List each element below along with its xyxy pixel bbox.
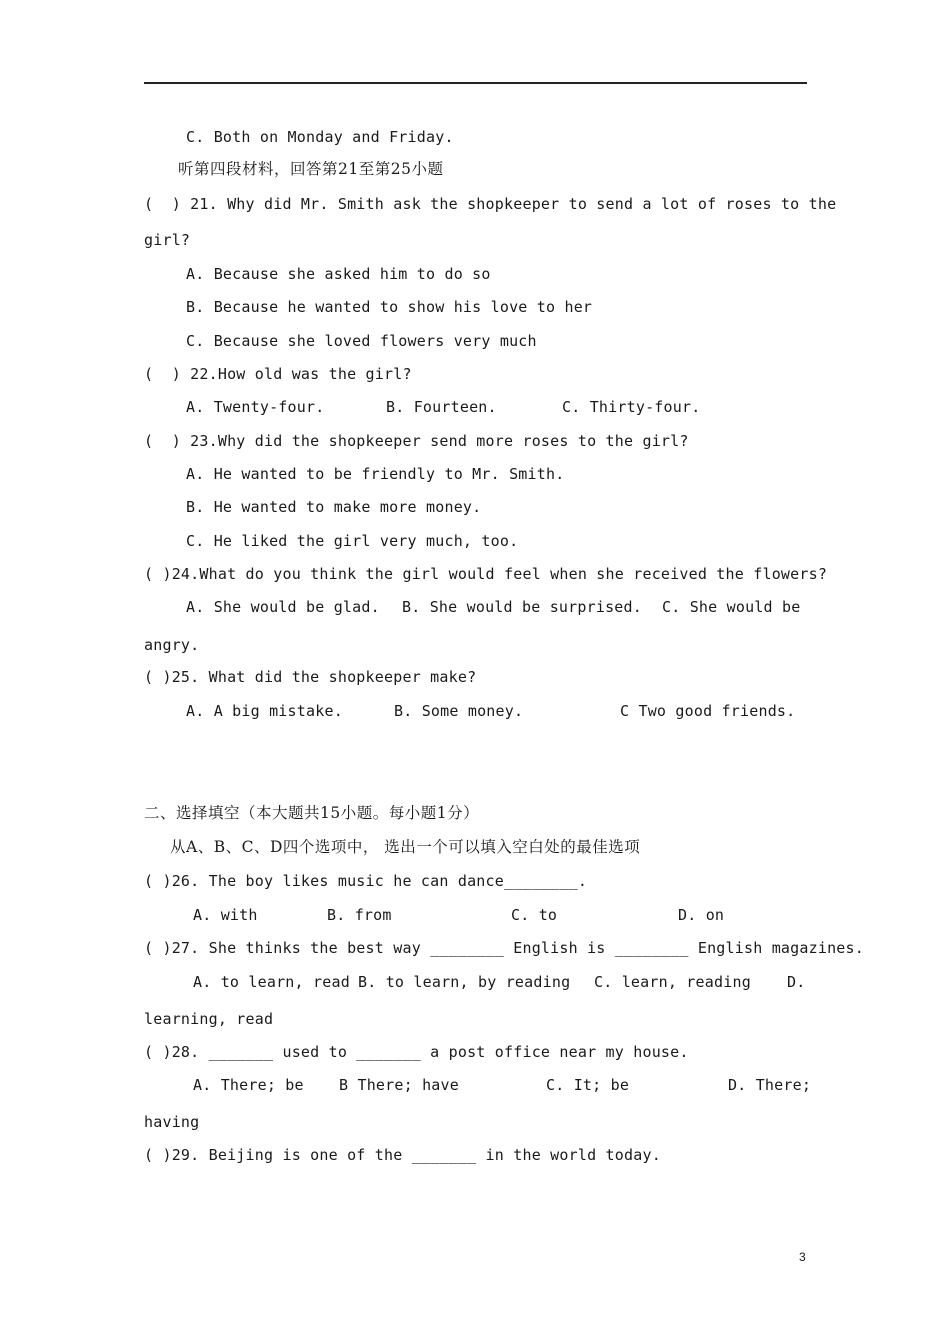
q28-option-c: C. It; be	[546, 1076, 630, 1094]
q24-option-a: A. She would be glad.	[186, 598, 380, 616]
q22-option-a: A. Twenty-four.	[186, 398, 325, 416]
q21-option-a: A. Because she asked him to do so	[186, 265, 491, 283]
q21-option-c: C. Because she loved flowers very much	[186, 332, 537, 350]
q26-stem: ( )26. The boy likes music he can dance________.	[144, 872, 588, 890]
q25-stem: ( )25. What did the shopkeeper make?	[144, 668, 477, 686]
q28-option-d-label: D. There;	[728, 1076, 812, 1094]
q26-option-b: B. from	[327, 906, 392, 924]
q24-stem: ( )24.What do you think the girl would feel when she received the flowers?	[144, 565, 828, 583]
q20-option-c: C. Both on Monday and Friday.	[186, 128, 454, 146]
q23-option-b: B. He wanted to make more money.	[186, 498, 482, 516]
page-number: 3	[799, 1250, 806, 1264]
q23-stem: ( ) 23.Why did the shopkeeper send more roses to the girl?	[144, 432, 689, 450]
q28-option-b: B There; have	[339, 1076, 459, 1094]
q22-stem: ( ) 22.How old was the girl?	[144, 365, 412, 383]
section-4-instruction: 听第四段材料，回答第21至第25小题	[178, 160, 444, 178]
q24-option-c-cont: angry.	[144, 636, 200, 654]
q28-stem: ( )28. _______ used to _______ a post office near my house.	[144, 1043, 689, 1061]
q28-option-d-cont: having	[144, 1113, 200, 1131]
q23-option-a: A. He wanted to be friendly to Mr. Smith.	[186, 465, 565, 483]
q26-option-a: A. with	[193, 906, 258, 924]
q22-option-c: C. Thirty-four.	[562, 398, 701, 416]
q23-option-c: C. He liked the girl very much, too.	[186, 532, 519, 550]
q27-option-b: B. to learn, by reading	[358, 973, 571, 991]
q22-option-b: B. Fourteen.	[386, 398, 497, 416]
q27-stem: ( )27. She thinks the best way ________ English is ________ English magazines.	[144, 939, 864, 957]
section-2-instruction: 从A、B、C、D四个选项中， 选出一个可以填入空白处的最佳选项	[170, 838, 641, 856]
q27-option-c: C. learn, reading	[594, 973, 751, 991]
q25-option-b: B. Some money.	[394, 702, 524, 720]
q21-option-b: B. Because he wanted to show his love to her	[186, 298, 593, 316]
q27-option-d-cont: learning, read	[144, 1010, 274, 1028]
header-rule	[144, 82, 807, 84]
q21-stem: ( ) 21. Why did Mr. Smith ask the shopkeeper to send a lot of roses to the	[144, 195, 837, 213]
q25-option-a: A. A big mistake.	[186, 702, 343, 720]
q26-option-d: D. on	[678, 906, 725, 924]
q24-option-b: B. She would be surprised.	[402, 598, 642, 616]
section-2-heading: 二、选择填空（本大题共15小题。每小题1分）	[144, 804, 480, 822]
q26-option-c: C. to	[511, 906, 558, 924]
q25-option-c: C Two good friends.	[620, 702, 796, 720]
q21-stem-cont: girl?	[144, 231, 191, 249]
q28-option-a: A. There; be	[193, 1076, 304, 1094]
q29-stem: ( )29. Beijing is one of the _______ in the world today.	[144, 1146, 661, 1164]
q24-option-c: C. She would be	[662, 598, 801, 616]
q27-option-d-label: D.	[787, 973, 806, 991]
q27-option-a: A. to learn, read	[193, 973, 350, 991]
